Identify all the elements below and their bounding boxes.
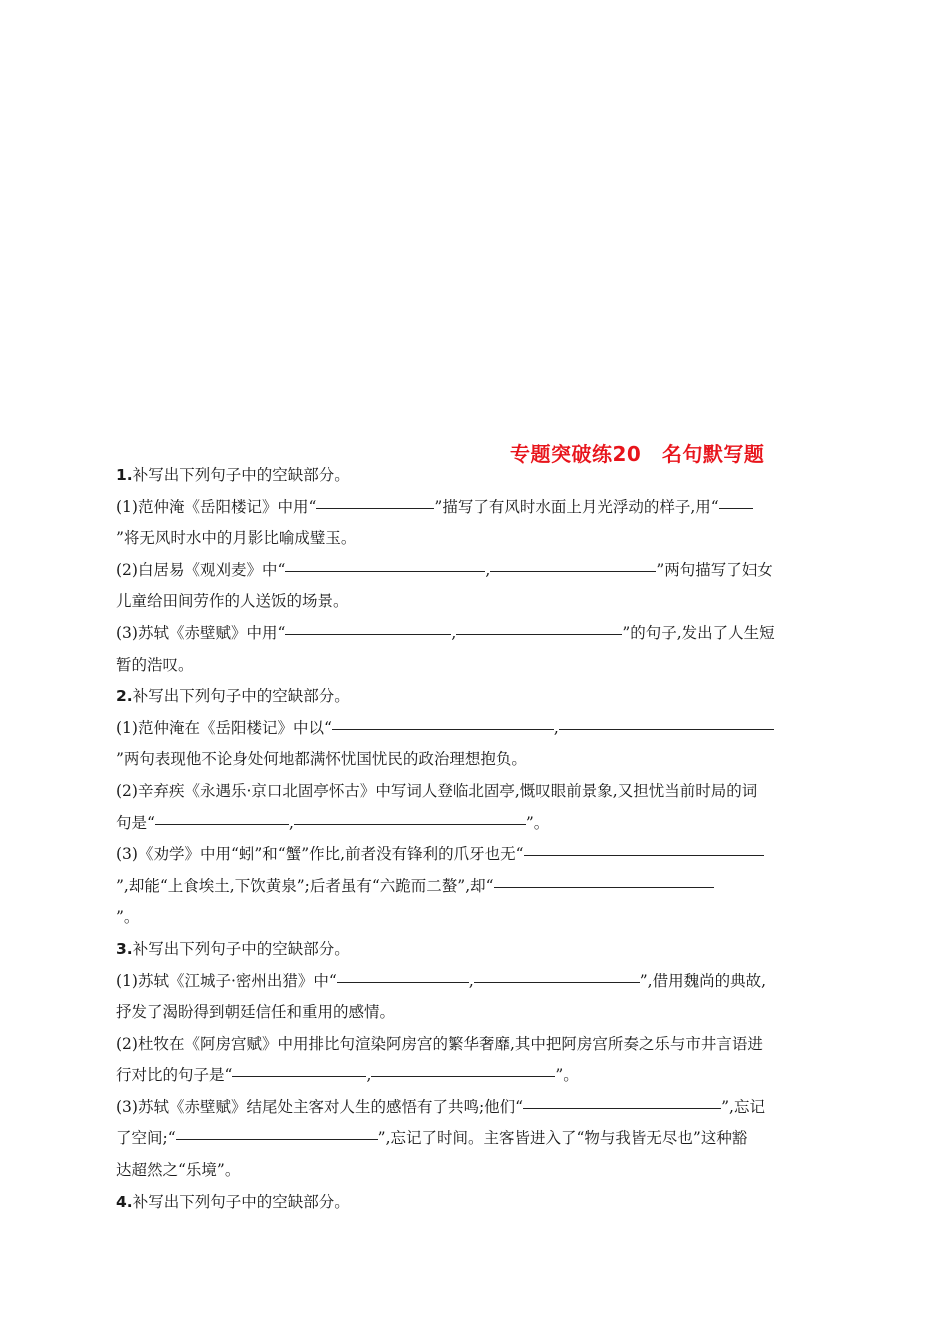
answer-blank[interactable] — [316, 507, 434, 509]
question-number: 4. — [116, 1192, 133, 1211]
q1-item-3: (3)苏轼《赤壁赋》中用“ , ”的句子,发出了人生短 — [116, 623, 775, 642]
q2-item-1: (1)范仲淹在《岳阳楼记》中以“ , — [116, 713, 836, 745]
q3-item-3-end: 达超然之“乐境”。 — [116, 1161, 241, 1180]
answer-blank[interactable] — [232, 1075, 366, 1077]
q1-item-3-cont: 暂的浩叹。 — [116, 655, 194, 674]
q1-item-1: (1)范仲淹《岳阳楼记》中用“ ”描写了有风时水面上月光浮动的样子,用“ — [116, 492, 836, 524]
answer-blank[interactable] — [494, 886, 714, 888]
answer-blank[interactable] — [559, 728, 774, 730]
question-3-stem: 3.补写出下列句子中的空缺部分。 — [116, 939, 350, 958]
answer-blank[interactable] — [294, 823, 526, 825]
answer-blank[interactable] — [719, 507, 753, 509]
q1-item-2: (2)白居易《观刈麦》中“ , ”两句描写了妇女 — [116, 560, 773, 579]
q1-item-1-cont: ”将无风时水中的月影比喻成璧玉。 — [116, 529, 357, 548]
answer-blank[interactable] — [337, 981, 469, 983]
page-title: 专题突破练20 名句默写题 — [510, 442, 765, 466]
q3-item-1: (1)苏轼《江城子·密州出猎》中“ , ”,借用魏尚的典故, — [116, 971, 767, 990]
answer-blank[interactable] — [285, 633, 451, 635]
answer-blank[interactable] — [176, 1138, 378, 1140]
answer-blank[interactable] — [285, 570, 485, 572]
question-2-stem: 2.补写出下列句子中的空缺部分。 — [116, 687, 350, 706]
q3-item-3: (3)苏轼《赤壁赋》结尾处主客对人生的感悟有了共鸣;他们“ ”,忘记 — [116, 1097, 765, 1116]
answer-blank[interactable] — [524, 854, 764, 856]
q3-item-1-cont: 抒发了渴盼得到朝廷信任和重用的感情。 — [116, 1003, 396, 1022]
question-content — [116, 460, 836, 1218]
q3-item-3-cont: 了空间;“ ”,忘记了时间。主客皆进入了“物与我皆无尽也”这种豁 — [116, 1129, 748, 1148]
q3-item-2: (2)杜牧在《阿房宫赋》中用排比句渲染阿房宫的繁华奢靡,其中把阿房宫所奏之乐与市井言语进 — [116, 1034, 763, 1053]
q2-item-3-cont: ”,却能“上食埃土,下饮黄泉”;后者虽有“六跪而二螯”,却“ — [116, 871, 836, 903]
answer-blank[interactable] — [456, 633, 622, 635]
q2-item-1-cont: ”两句表现他不论身处何地都满怀忧国忧民的政治理想抱负。 — [116, 750, 527, 769]
question-1-stem: 1.补写出下列句子中的空缺部分。 — [116, 466, 350, 484]
q2-item-3-end: ”。 — [116, 908, 140, 927]
question-4-stem: 4.补写出下列句子中的空缺部分。 — [116, 1192, 350, 1211]
answer-blank[interactable] — [490, 570, 656, 572]
q1-item-2-cont: 儿童给田间劳作的人送饭的场景。 — [116, 592, 349, 611]
answer-blank[interactable] — [155, 823, 289, 825]
answer-blank[interactable] — [332, 728, 554, 730]
q2-item-2: (2)辛弃疾《永遇乐·京口北固亭怀古》中写词人登临北固亭,慨叹眼前景象,又担忧当前时局的词 — [116, 781, 758, 800]
question-number: 3. — [116, 939, 133, 958]
q2-item-2-cont: 句是“ , ”。 — [116, 813, 550, 832]
answer-blank[interactable] — [474, 981, 640, 983]
q3-item-2-cont: 行对比的句子是“ , ”。 — [116, 1066, 579, 1085]
answer-blank[interactable] — [523, 1107, 721, 1109]
answer-blank[interactable] — [371, 1075, 555, 1077]
q2-item-3: (3)《劝学》中用“蚓”和“蟹”作比,前者没有锋利的爪牙也无“ — [116, 839, 836, 871]
question-number: 2. — [116, 687, 133, 706]
question-number: 1. — [116, 466, 133, 484]
